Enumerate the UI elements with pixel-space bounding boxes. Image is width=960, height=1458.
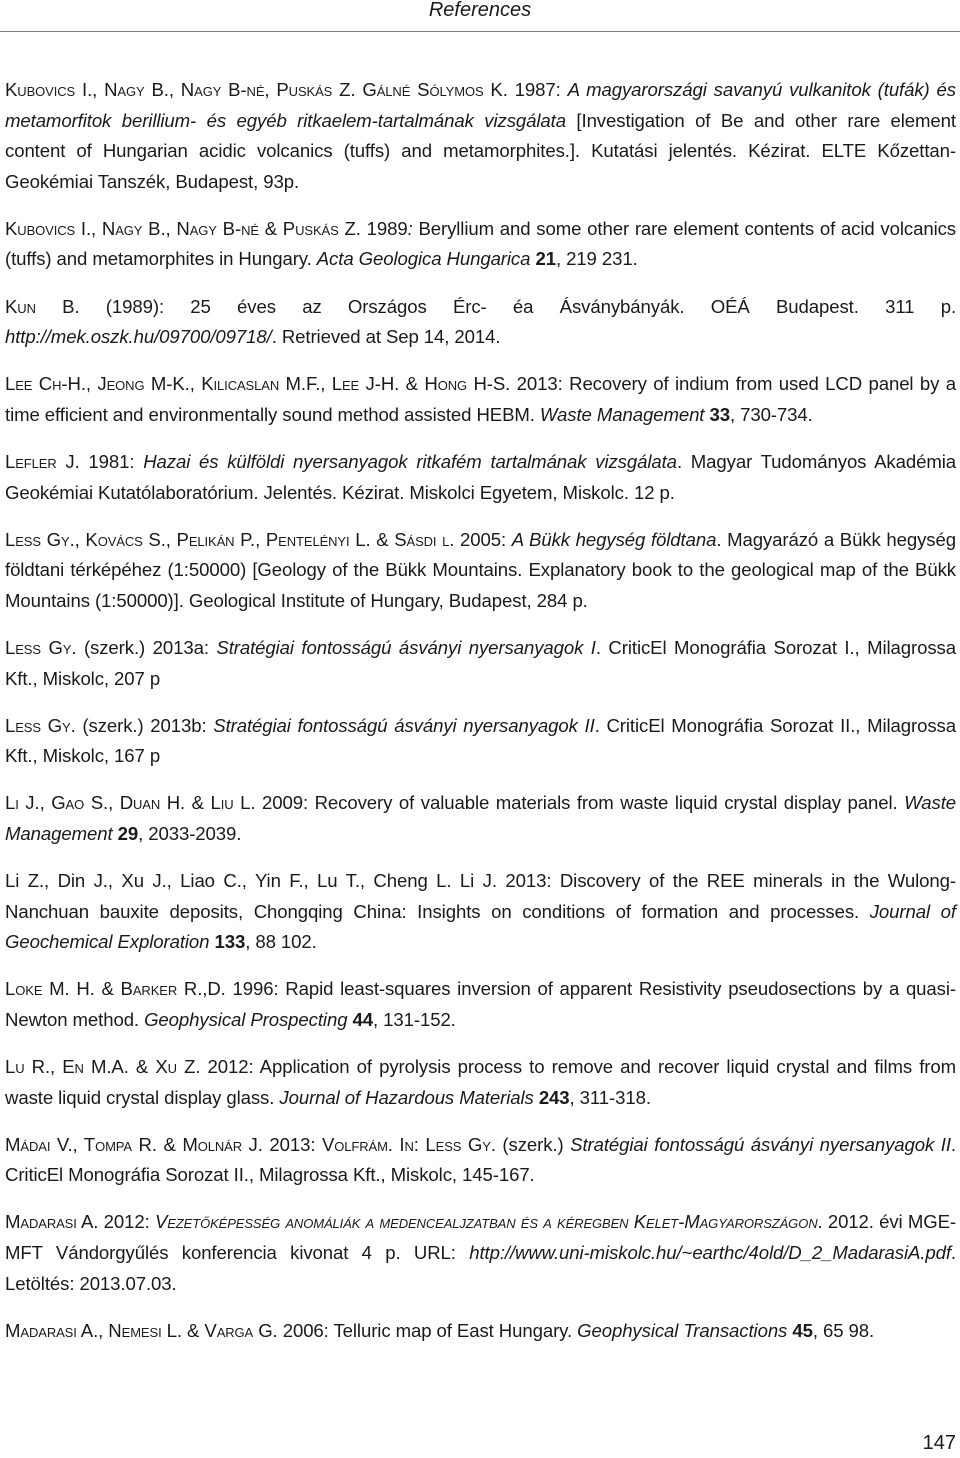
ref-journal: Geophysical Transactions: [577, 1319, 788, 1341]
ref-year: (szerk.) 2013b:: [75, 714, 214, 736]
ref-authors: Less Gy.: [5, 714, 76, 736]
ref-details: . Retrieved at Sep 14, 2014.: [271, 326, 501, 348]
ref-details: Li Z., Din J., Xu J., Liao C., Yin F., Lu T., Cheng L. Li J. 2013: Discovery of the REE minerals in the Wulong-Nanchuan bauxite deposits, Chongqing China: Insights on conditions of formation and processes.: [5, 869, 956, 922]
reference-entry: [5, 633, 956, 694]
running-header: References: [428, 0, 532, 21]
ref-authors: Lee Ch-H., Jeong M-K., Kilicaslan M.F., Lee J-H. & Hong H-S.: [5, 373, 511, 395]
ref-url[interactable]: http://www.uni-miskolc.hu/~earthc/4old/D_2_MadarasiA.pdf: [469, 1241, 951, 1263]
ref-journal: Waste Management: [539, 403, 705, 425]
ref-details: 1996: Rapid least-squares inversion of apparent Resistivity pseudosections by a quasi-Newton method.: [5, 978, 956, 1030]
reference-entry: [5, 214, 956, 275]
ref-details: . CriticEl Monográfia Sorozat II., Milagrossa Kft., Miskolc, 145-167.: [5, 1133, 956, 1186]
ref-title: A Bükk hegység földtana: [511, 528, 717, 550]
ref-volume: 21: [535, 248, 556, 270]
ref-authors: Loke M. H. & Barker R.,D.: [5, 978, 226, 1000]
ref-details: . Letöltés: 2013.07.03.: [5, 1241, 956, 1294]
ref-details: 2006: Telluric map of East Hungary.: [277, 1319, 578, 1341]
ref-details: 2013: Recovery of indium from used LCD panel by a time efficient and environmentally sound method assisted HEBM.: [5, 373, 956, 425]
ref-details: . 2012. évi MGE-MFT Vándorgyűlés konferencia kivonat 4 p. URL:: [5, 1211, 956, 1263]
ref-year: 2005:: [454, 528, 512, 550]
ref-details: . CriticEl Monográfia Sorozat I., Milagrossa Kft., Miskolc, 207 p: [5, 636, 956, 689]
ref-details: . CriticEl Monográfia Sorozat II., Milagrossa Kft., Miskolc, 167 p: [5, 714, 956, 767]
ref-authors: Kun B.: [5, 295, 80, 317]
ref-title: Stratégiai fontosságú ásványi nyersanyagok I: [216, 636, 596, 658]
ref-title: Hazai és külföldi nyersanyagok ritkafém tartalmának vizsgálata: [143, 450, 677, 472]
ref-details: 2009: Recovery of valuable materials from waste liquid crystal display panel.: [255, 792, 905, 814]
ref-volume: 45: [792, 1319, 813, 1341]
ref-details: . Magyarázó a Bükk hegység földtani térképéhez (1:50000) [Geology of the Bükk Mountains. Explanatory book to the geological map of the Bükk Mountains (1:50000)]. Geological Institute of Hungary, Budapest, 284 p.: [5, 528, 956, 611]
page-number: 147: [922, 1432, 956, 1454]
ref-editor: (szerk.): [495, 1133, 571, 1155]
ref-title: Stratégiai fontosságú ásványi nyersanyagok II: [570, 1133, 951, 1155]
header-rule: [0, 31, 960, 32]
reference-entry: [5, 1207, 956, 1299]
ref-pages: , 730-734.: [729, 403, 813, 425]
ref-pages: , 2033-2039.: [138, 822, 242, 844]
ref-title: Vezetőképesség anomáliák a medencealjzatban és a kéregben Kelet-Magyarországon: [154, 1211, 818, 1233]
ref-details: (1989): 25 éves az Országos Érc- éa Ásványbányák. OÉÁ Budapest. 311 p.: [79, 295, 957, 317]
reference-entry: [5, 866, 956, 958]
ref-authors: Madarasi A., Nemesi L. & Varga G.: [5, 1319, 278, 1341]
reference-entry: [5, 75, 956, 197]
ref-url[interactable]: http://mek.oszk.hu/09700/09718/: [5, 326, 272, 348]
ref-authors: Madarasi A.: [5, 1211, 99, 1233]
ref-chapter: Volfrám. In: Less Gy.: [321, 1133, 496, 1155]
reference-entry: [5, 369, 956, 430]
ref-authors: Li J., Gao S., Duan H. & Liu L.: [5, 792, 256, 814]
ref-pages: , 88 102.: [245, 931, 317, 953]
reference-entry: [5, 788, 956, 849]
ref-pages: , 311-318.: [569, 1086, 651, 1108]
ref-title: Stratégiai fontosságú ásványi nyersanyagok II: [213, 714, 595, 736]
reference-entry: [5, 1316, 956, 1347]
ref-details: . Magyar Tudományos Akadémia Geokémiai Kutatólaboratórium. Jelentés. Kézirat. Miskolci Egyetem, Miskolc. 12 p.: [5, 450, 956, 503]
ref-authors: Mádai V., Tompa R. & Molnár J.: [5, 1133, 263, 1155]
ref-year: 1981:: [79, 450, 144, 472]
ref-authors: Lu R., En M.A. & Xu Z.: [5, 1055, 201, 1077]
ref-authors: Less Gy.: [5, 636, 77, 658]
reference-entry: [5, 711, 956, 772]
ref-pages: , 219 231.: [555, 248, 638, 270]
ref-authors: Lefler J.: [5, 450, 80, 472]
reference-entry: [5, 447, 956, 508]
ref-journal: Acta Geologica Hungarica: [316, 248, 531, 270]
ref-title: Beryllium and some other rare element contents of acid volcanics (tuffs) and metamorphites in Hungary.: [5, 217, 956, 270]
ref-year: 2012:: [98, 1211, 155, 1233]
ref-journal: Journal of Geochemical Exploration: [5, 900, 956, 953]
ref-year: 1989: [360, 217, 408, 239]
reference-list: [5, 75, 956, 1363]
ref-volume: 33: [709, 403, 730, 425]
ref-volume: 243: [538, 1086, 570, 1108]
ref-authors: Kubovics I., Nagy B., Nagy B-né, Puskás Z. Gálné Sólymos K.: [5, 79, 508, 100]
ref-title: A magyarországi savanyú vulkanitok (tufák) és metamorfitok berillium- és egyéb ritkaelem-tartalmának vizsgálata: [5, 79, 956, 131]
ref-volume: 44: [352, 1008, 374, 1030]
ref-journal: Journal of Hazardous Materials: [279, 1086, 534, 1108]
ref-authors: Kubovics I., Nagy B., Nagy B-né & Puskás Z.: [5, 217, 361, 239]
ref-year: (szerk.) 2013a:: [76, 636, 217, 658]
reference-entry: [5, 292, 956, 353]
ref-pages: , 65 98.: [812, 1319, 875, 1341]
reference-entry: [5, 525, 956, 617]
ref-details: [Investigation of Be and other rare element content of Hungarian acidic volcanics (tuffs) and metamorphites.]. Kutatási jelentés. Kézirat. ELTE Kőzettan-Geokémiai Tanszék, Budapest, 93p.: [5, 109, 956, 192]
ref-journal: Geophysical Prospecting: [144, 1008, 348, 1030]
ref-year: 1987:: [507, 79, 568, 100]
ref-colon: :: [407, 217, 413, 239]
ref-volume: 133: [214, 931, 246, 953]
reference-entry: [5, 1052, 956, 1113]
ref-authors: Less Gy., Kovács S., Pelikán P., Pentelényi L. & Sásdi l.: [5, 528, 455, 550]
ref-journal: Waste Management: [5, 792, 956, 844]
reference-entry: [5, 974, 956, 1035]
ref-details: 2012: Application of pyrolysis process to remove and recover liquid crystal and films from waste liquid crystal display glass.: [5, 1055, 957, 1108]
ref-pages: , 131-152.: [373, 1008, 456, 1030]
ref-volume: 29: [117, 822, 139, 844]
reference-entry: [5, 1130, 956, 1191]
ref-year: 2013:: [262, 1133, 322, 1155]
